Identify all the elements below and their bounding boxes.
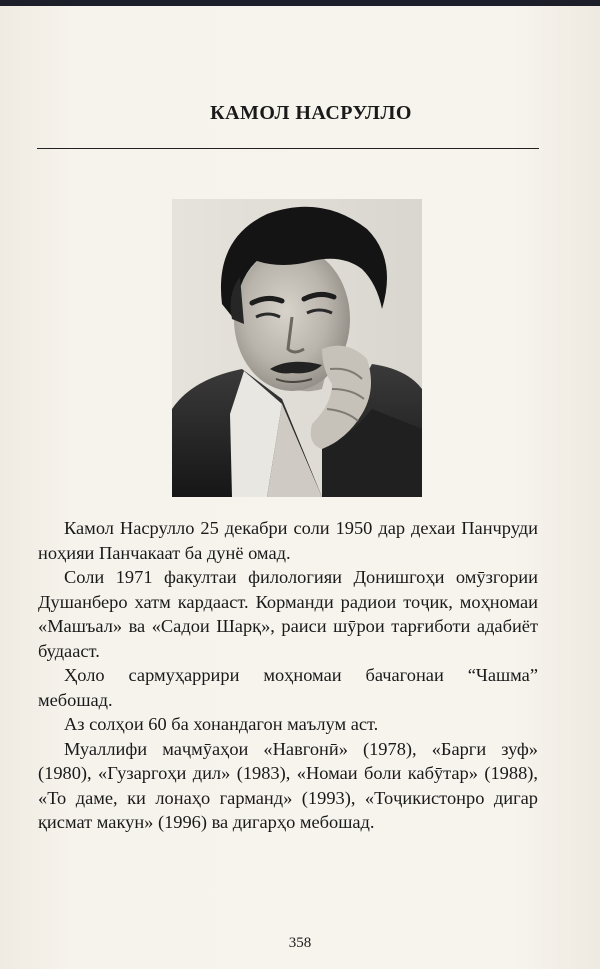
page-number: 358 [288,935,312,951]
paragraph-birth: Камол Насрулло 25 декабри соли 1950 дар дехаи Панчруди ноҳияи Панчакаат ба дунё омад. [38,518,538,563]
paragraph-known-since: Аз солҳои 60 ба хонандагон маълум аст. [64,714,379,734]
title-divider [37,148,539,149]
paragraph-current-position: Ҳоло сармуҳаррири моҳномаи бачагонаи “Чашма” мебошад. [38,665,538,710]
book-page [0,6,600,969]
biography-text [38,516,538,835]
page-title: КАМОЛ НАСРУЛЛО [210,102,412,124]
portrait-photo [172,199,422,497]
paragraph-education-career: Соли 1971 факултаи филологияи Донишгоҳи омӯзгории Душанберо хатм кардааст. Корманди радиои тоҷик, моҳномаи «Машъал» ва «Садои Шарқ», раиси шӯрои тарғиботи адабиёт будааст. [38,567,538,661]
paragraph-works: Муаллифи маҷмӯаҳои «Навгонӣ» (1978), «Барги зуф» (1980), «Гузаргоҳи дил» (1983), «Номаи боли кабӯтар» (1988), «То даме, ки лонаҳо гарманд» (1993), «Тоҷикистонро дигар қисмат макун» (1996) ва дигарҳо мебошад. [38,738,538,832]
